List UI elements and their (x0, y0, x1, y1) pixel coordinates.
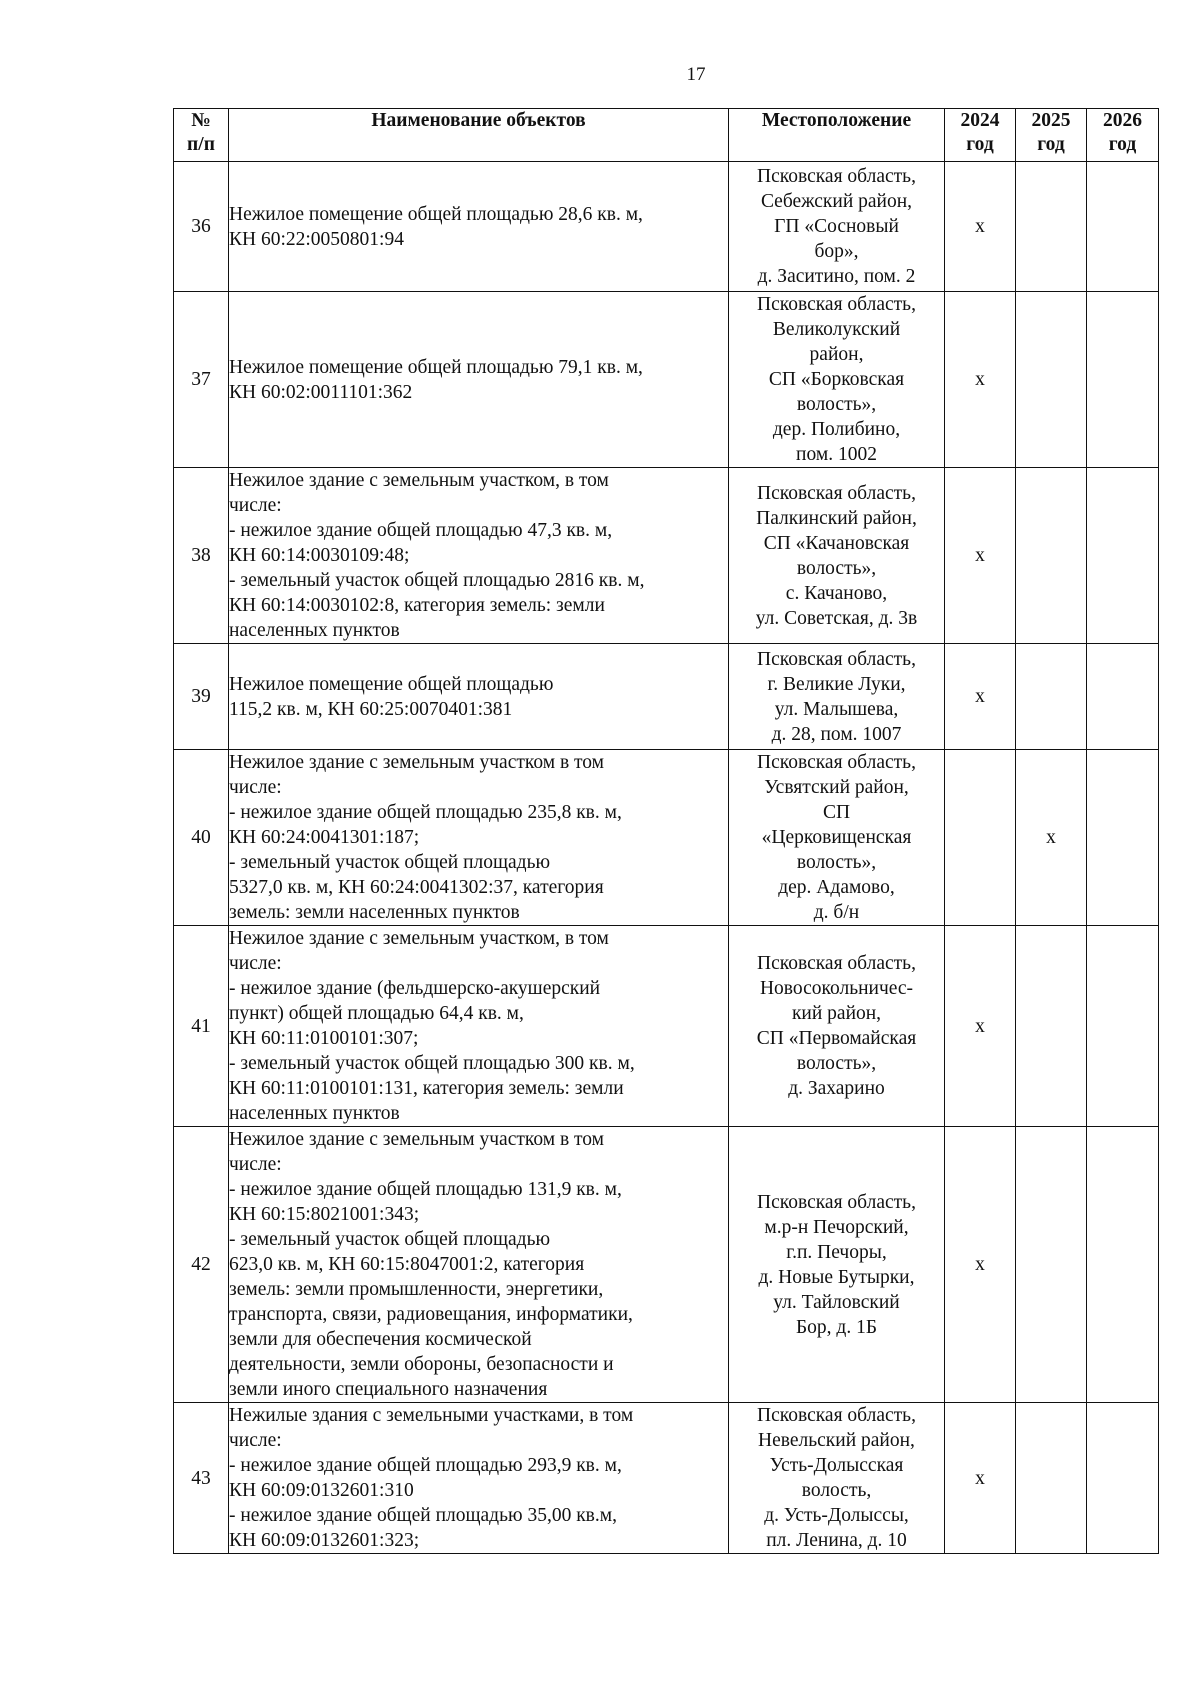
object-location-line: Усть-Долысская (769, 1455, 904, 1476)
header-location: Местоположение (729, 109, 945, 162)
object-location-line: Невельский район, (758, 1430, 915, 1451)
table-body (174, 162, 1159, 1554)
object-name-line: Нежилые здания с земельными участками, в том (229, 1405, 634, 1426)
table-row (174, 926, 1159, 1127)
object-name-line: - земельный участок общей площадью 2816 кв. м, (229, 570, 645, 591)
object-name-line: Нежилое здание с земельным участком в том (229, 752, 605, 773)
object-location (729, 162, 945, 292)
object-location-line: д. Захарино (788, 1078, 885, 1099)
object-location-line: ул. Малышева, (774, 698, 899, 720)
object-name-line: - земельный участок общей площадью (229, 852, 551, 873)
mark-2026 (1087, 750, 1159, 926)
object-location (729, 1403, 945, 1554)
object-name-line: числе: (229, 777, 282, 798)
object-location-line: Псковская область, (757, 482, 916, 504)
row-number: 38 (174, 468, 229, 644)
object-location-line: дер. Полибино, (772, 419, 901, 440)
object-location-line: Псковская область, (757, 1191, 916, 1213)
object-location-line: д. б/н (813, 902, 860, 923)
mark-2024: х (945, 926, 1016, 1127)
object-location-line: пл. Ленина, д. 10 (766, 1530, 907, 1551)
mark-2024: х (945, 162, 1016, 292)
object-name-line: земель: земли промышленности, энергетики, (229, 1279, 604, 1300)
row-number: 40 (174, 750, 229, 926)
object-name-line: - нежилое здание общей площадью 131,9 кв. м, (229, 1179, 622, 1200)
mark-2026 (1087, 1403, 1159, 1554)
mark-2025 (1016, 292, 1087, 468)
object-name (229, 1403, 729, 1554)
object-location-line: д. Заситино, пом. 2 (757, 266, 916, 287)
object-location-line: волость, (801, 1480, 872, 1501)
object-location-line: г.п. Печоры, (786, 1241, 887, 1263)
object-name-line: КН 60:09:0132601:323; (229, 1530, 420, 1551)
object-location-line: Псковская область, (757, 1405, 916, 1426)
object-name-line: 115,2 кв. м, КН 60:25:0070401:381 (229, 698, 513, 720)
mark-2025 (1016, 1403, 1087, 1554)
object-location-line: волость», (796, 852, 877, 873)
object-location (729, 468, 945, 644)
row-number: 39 (174, 644, 229, 750)
object-name-line: КН 60:24:0041301:187; (229, 827, 420, 848)
mark-2026 (1087, 292, 1159, 468)
object-location (729, 292, 945, 468)
object-name-line: - нежилое здание общей площадью 235,8 кв. м, (229, 802, 622, 823)
object-location-line: район, (809, 344, 864, 365)
object-name (229, 1127, 729, 1403)
object-location-line: Себежский район, (760, 191, 913, 212)
object-location-line: д. Новые Бутырки, (758, 1266, 915, 1288)
object-name-line: числе: (229, 1154, 282, 1175)
object-name-line: КН 60:22:0050801:94 (229, 228, 404, 250)
object-name-line: КН 60:15:8021001:343; (229, 1204, 420, 1225)
object-name-line: КН 60:11:0100101:307; (229, 1028, 419, 1049)
row-number: 43 (174, 1403, 229, 1554)
object-location-line: Псковская область, (757, 752, 916, 773)
row-number: 37 (174, 292, 229, 468)
object-location-line: ГП «Сосновый (774, 216, 899, 237)
object-location (729, 1127, 945, 1403)
object-location (729, 926, 945, 1127)
object-name-line: деятельности, земли обороны, безопасности и (229, 1354, 614, 1375)
object-location-line: Псковская область, (757, 953, 916, 974)
object-location-line: м.р-н Печорский, (764, 1216, 909, 1238)
mark-2026 (1087, 1127, 1159, 1403)
mark-2026 (1087, 162, 1159, 292)
object-location-line: бор», (814, 241, 859, 262)
mark-2026 (1087, 926, 1159, 1127)
mark-2025 (1016, 1127, 1087, 1403)
row-number: 42 (174, 1127, 229, 1403)
object-name-line: Нежилое здание с земельным участком в том (229, 1129, 605, 1150)
object-name (229, 292, 729, 468)
mark-2024: х (945, 644, 1016, 750)
object-name (229, 750, 729, 926)
object-name-line: населенных пунктов (229, 1103, 400, 1124)
object-location-line: Псковская область, (757, 648, 916, 670)
object-name-line: земли иного специального назначения (229, 1379, 548, 1400)
mark-2024: х (945, 1127, 1016, 1403)
object-location-line: волость», (796, 1053, 877, 1074)
object-location-line: «Церковищенская (761, 827, 912, 848)
mark-2024: х (945, 292, 1016, 468)
object-location-line: СП «Борковская (768, 369, 905, 390)
object-name-line: земли для обеспечения космической (229, 1329, 532, 1350)
object-name-line: - нежилое здание общей площадью 293,9 кв. м, (229, 1455, 622, 1476)
header-year-2024: 2024 год (945, 109, 1016, 162)
object-location-line: Псковская область, (757, 166, 916, 187)
object-name-line: 5327,0 кв. м, КН 60:24:0041302:37, категория (229, 877, 604, 898)
object-name-line: КН 60:14:0030109:48; (229, 545, 410, 566)
row-number: 36 (174, 162, 229, 292)
mark-2026 (1087, 468, 1159, 644)
header-year-2026: 2026 год (1087, 109, 1159, 162)
header-num: № п/п (174, 109, 229, 162)
object-location-line: волость», (796, 557, 877, 579)
object-location-line: Новосокольничес- (759, 978, 914, 999)
object-name-line: транспорта, связи, радиовещания, информатики, (229, 1304, 633, 1325)
mark-2025: х (1016, 750, 1087, 926)
table-row (174, 292, 1159, 468)
object-name-line: - нежилое здание (фельдшерско-акушерский (229, 978, 601, 999)
object-name-line: числе: (229, 1430, 282, 1451)
table-row (174, 468, 1159, 644)
object-name-line: - земельный участок общей площадью 300 кв. м, (229, 1053, 635, 1074)
mark-2024: х (945, 1403, 1016, 1554)
object-name-line: пункт) общей площадью 64,4 кв. м, (229, 1003, 524, 1024)
object-location-line: д. 28, пом. 1007 (771, 723, 902, 745)
objects-table (173, 108, 1159, 1554)
object-location-line: Бор, д. 1Б (795, 1316, 878, 1338)
object-name-line: Нежилое помещение общей площадью 79,1 кв. м, (229, 356, 643, 378)
object-location-line: г. Великие Луки, (767, 673, 906, 695)
header-name: Наименование объектов (229, 109, 729, 162)
table-row (174, 1127, 1159, 1403)
row-number: 41 (174, 926, 229, 1127)
table-row (174, 162, 1159, 292)
object-location (729, 644, 945, 750)
mark-2025 (1016, 926, 1087, 1127)
mark-2024: х (945, 468, 1016, 644)
object-name-line: - земельный участок общей площадью (229, 1229, 551, 1250)
table-row (174, 750, 1159, 926)
object-name (229, 468, 729, 644)
object-location-line: дер. Адамово, (778, 877, 895, 898)
object-name (229, 926, 729, 1127)
object-name-line: Нежилое помещение общей площадью 28,6 кв. м, (229, 203, 643, 225)
object-location-line: СП «Первомайская (756, 1028, 917, 1049)
object-location-line: СП (822, 802, 851, 823)
object-name-line: КН 60:11:0100101:131, категория земель: земли (229, 1078, 624, 1099)
object-name-line: населенных пунктов (229, 620, 400, 641)
object-name-line: - нежилое здание общей площадью 47,3 кв. м, (229, 520, 613, 541)
object-name-line: земель: земли населенных пунктов (229, 902, 520, 923)
header-year-2025: 2025 год (1016, 109, 1087, 162)
object-name (229, 644, 729, 750)
object-location-line: пом. 1002 (796, 444, 877, 465)
mark-2025 (1016, 468, 1087, 644)
table-row (174, 644, 1159, 750)
object-name-line: - нежилое здание общей площадью 35,00 кв.м, (229, 1505, 617, 1526)
object-location-line: Псковская область, (757, 294, 916, 315)
object-location-line: Великолукский (772, 319, 901, 340)
object-location-line: д. Усть-Долыссы, (764, 1505, 909, 1526)
object-name-line: КН 60:09:0132601:310 (229, 1480, 414, 1501)
mark-2026 (1087, 644, 1159, 750)
page-number: 17 (686, 64, 706, 85)
object-location-line: СП «Качановская (763, 532, 910, 554)
object-name-line: КН 60:14:0030102:8, категория земель: земли (229, 595, 605, 616)
object-location-line: волость», (796, 394, 877, 415)
table-header-row (174, 109, 1159, 162)
object-name-line: КН 60:02:0011101:362 (229, 381, 413, 403)
object-location-line: ул. Советская, д. 3в (755, 607, 918, 629)
object-location-line: Палкинский район, (756, 507, 917, 529)
object-name (229, 162, 729, 292)
object-location-line: ул. Тайловский (773, 1291, 900, 1313)
mark-2025 (1016, 162, 1087, 292)
mark-2025 (1016, 644, 1087, 750)
object-name-line: Нежилое здание с земельным участком, в том (229, 470, 609, 491)
object-location-line: кий район, (791, 1003, 882, 1024)
object-location-line: Усвятский район, (764, 777, 909, 798)
table-row (174, 1403, 1159, 1554)
object-name-line: числе: (229, 953, 282, 974)
object-name-line: Нежилое здание с земельным участком, в том (229, 928, 609, 949)
object-location-line: с. Качаново, (785, 582, 888, 604)
object-name-line: числе: (229, 495, 282, 516)
object-location (729, 750, 945, 926)
object-name-line: Нежилое помещение общей площадью (229, 673, 554, 695)
mark-2024 (945, 750, 1016, 926)
object-name-line: 623,0 кв. м, КН 60:15:8047001:2, категория (229, 1254, 585, 1275)
